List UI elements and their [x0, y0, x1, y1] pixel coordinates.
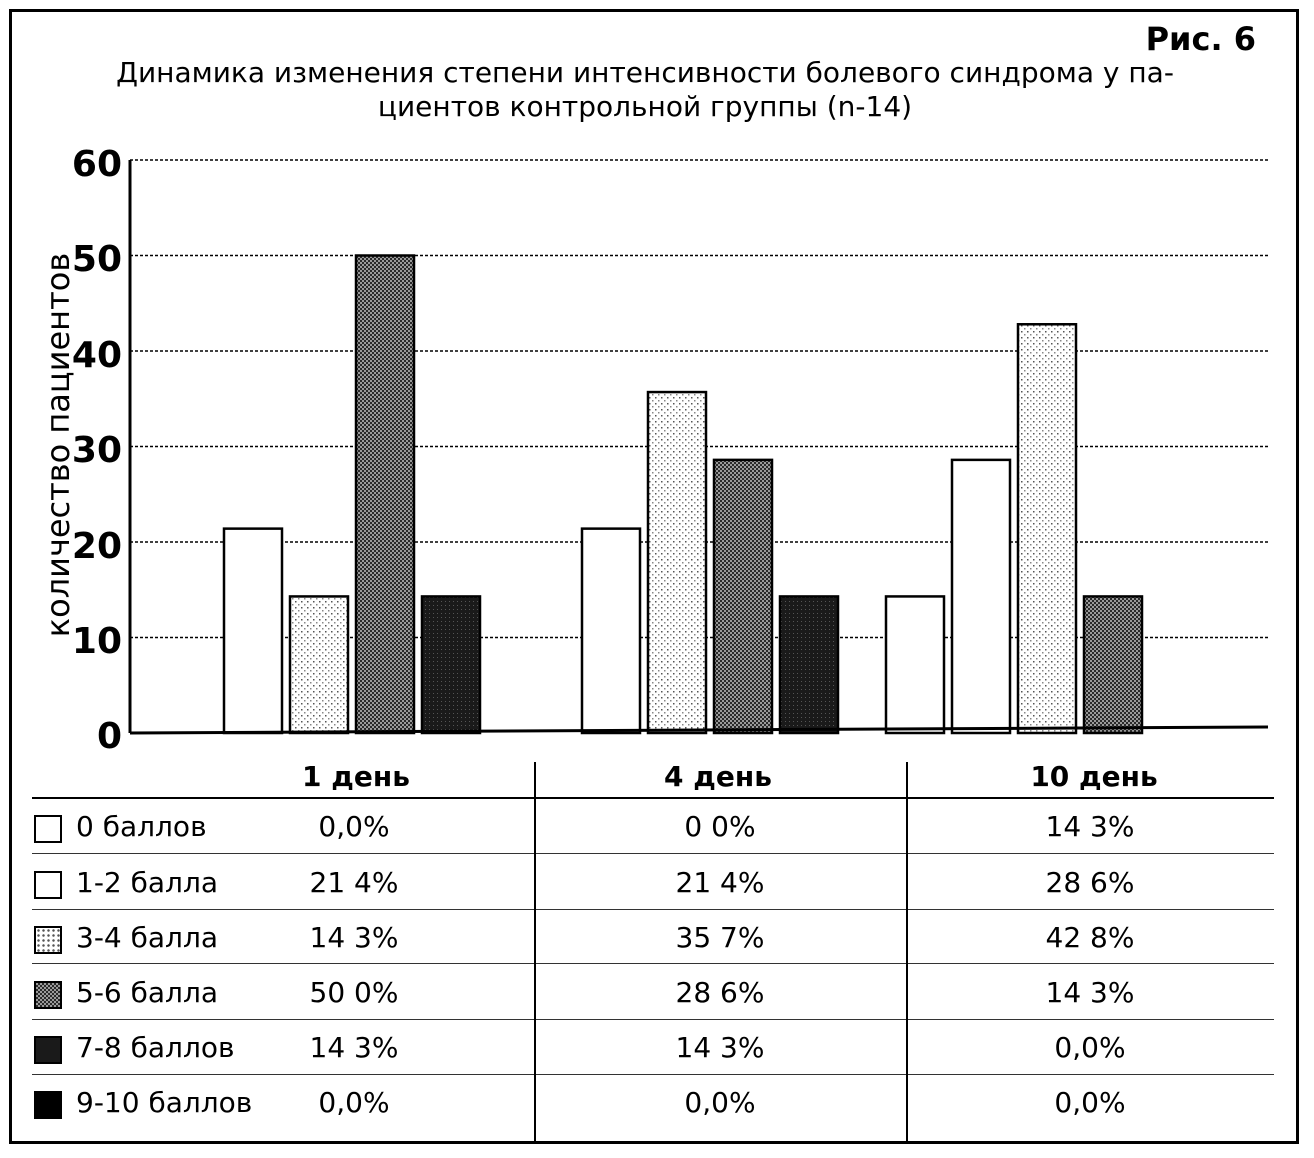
table-cell: 21 4%: [309, 866, 399, 899]
column-header-day-10: 10 день: [1030, 760, 1158, 793]
bar-5-6-балла-1: [714, 460, 772, 733]
table-cell: 42 8%: [1045, 921, 1135, 954]
legend-label: 5-6 балла: [76, 976, 219, 1009]
table-cell: 0 0%: [684, 810, 756, 843]
y-tick-label: 10: [71, 621, 122, 662]
table-rule: [32, 1019, 1274, 1020]
y-tick-label: 50: [71, 239, 122, 280]
legend-label: 0 баллов: [76, 810, 207, 843]
table-cell: 14 3%: [1045, 976, 1135, 1009]
table-divider: [534, 762, 536, 1142]
bar-7-8-баллов-0: [422, 596, 480, 733]
table-cell: 0,0%: [1054, 1031, 1126, 1064]
legend-swatch: [34, 1091, 62, 1119]
y-tick-label: 20: [71, 526, 122, 567]
table-cell: 14 3%: [309, 1031, 399, 1064]
table-cell: 35 7%: [675, 921, 765, 954]
table-cell: 21 4%: [675, 866, 765, 899]
table-cell: 14 3%: [675, 1031, 765, 1064]
legend-label: 7-8 баллов: [76, 1031, 235, 1064]
table-rule: [32, 909, 1274, 910]
legend-swatch: [34, 981, 62, 1009]
legend-swatch: [34, 871, 62, 899]
legend-swatch: [34, 1036, 62, 1064]
bar-1-2-балла-0: [224, 529, 282, 733]
table-rule: [32, 963, 1274, 964]
bar-5-6-балла-2: [1084, 596, 1142, 733]
bars: [224, 256, 1142, 734]
figure-label: Рис. 6: [1145, 20, 1256, 58]
bar-5-6-балла-0: [356, 256, 414, 734]
table-cell: 0,0%: [318, 1086, 390, 1119]
table-cell: 0,0%: [684, 1086, 756, 1119]
y-axis-label: количество пациентов: [39, 252, 77, 638]
table-rule: [32, 1074, 1274, 1075]
table-divider: [906, 762, 908, 1142]
legend-label: 1-2 балла: [76, 866, 219, 899]
bar-3-4-балла-2: [1018, 324, 1076, 733]
bar-1-2-балла-2: [952, 460, 1010, 733]
table-cell: 0,0%: [1054, 1086, 1126, 1119]
y-tick-label: 40: [71, 335, 122, 376]
column-header-day-4: 4 день: [664, 760, 772, 793]
legend-label: 9-10 баллов: [76, 1086, 253, 1119]
table-rule: [32, 797, 1274, 799]
table-cell: 14 3%: [1045, 810, 1135, 843]
table-cell: 14 3%: [309, 921, 399, 954]
table-cell: 28 6%: [675, 976, 765, 1009]
bar-3-4-балла-0: [290, 596, 348, 733]
chart-title-line-2: циентов контрольной группы (n-14): [377, 90, 913, 123]
chart-title-line-1: Динамика изменения степени интенсивности болевого синдрома у па-: [116, 56, 1174, 89]
y-tick-label: 30: [71, 430, 122, 471]
y-tick-label: 0: [96, 716, 122, 757]
table-cell: 0,0%: [318, 810, 390, 843]
column-header-day-1: 1 день: [302, 760, 410, 793]
bar-1-2-балла-1: [582, 529, 640, 733]
legend-swatch: [34, 926, 62, 954]
bar-0-баллов-2: [886, 596, 944, 733]
table-rule: [32, 853, 1274, 854]
table-cell: 50 0%: [309, 976, 399, 1009]
y-tick-label: 60: [71, 144, 122, 185]
table-cell: 28 6%: [1045, 866, 1135, 899]
legend-label: 3-4 балла: [76, 921, 219, 954]
legend-swatch: [34, 815, 62, 843]
bar-3-4-балла-1: [648, 392, 706, 733]
bar-7-8-баллов-1: [780, 596, 838, 733]
